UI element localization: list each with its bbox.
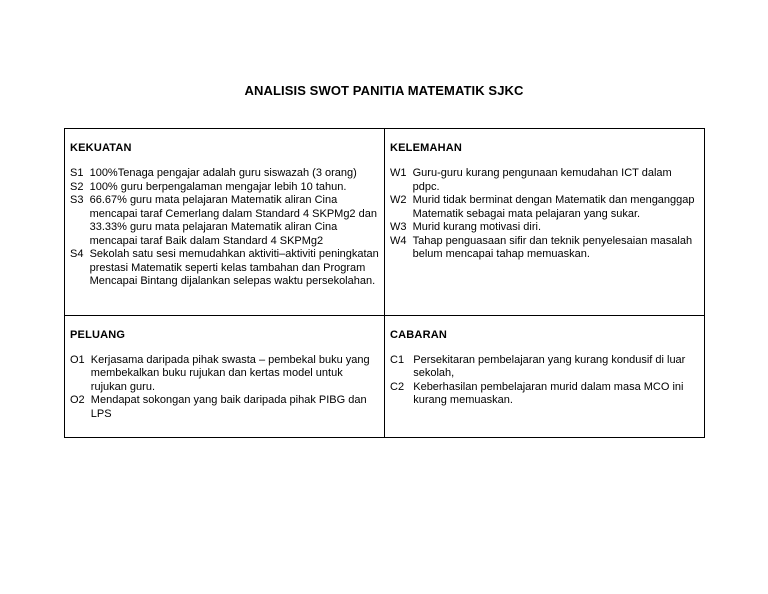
weakness-item xyxy=(390,194,700,221)
threats-cell xyxy=(385,315,705,437)
weakness-item xyxy=(390,235,700,262)
swot-table xyxy=(64,128,705,438)
opportunity-item xyxy=(70,354,380,395)
weaknesses-heading: KELEMAHAN xyxy=(390,142,463,154)
item-text: Guru-guru kurang pengunaan kemudahan ICT dalam pdpc. xyxy=(412,167,672,193)
item-code: O1 xyxy=(70,353,91,366)
item-text: Murid tidak berminat dengan Matematik dan menganggap Matematik sebagai mata pelajaran yang sukar. xyxy=(412,194,695,220)
item-code: S3 xyxy=(70,194,90,206)
threat-item xyxy=(390,381,700,408)
weakness-item xyxy=(390,167,700,194)
item-code: C1 xyxy=(390,353,414,366)
item-code: W1 xyxy=(390,167,413,179)
threats-heading: CABARAN xyxy=(390,328,448,341)
item-code: W3 xyxy=(390,221,413,233)
item-text: Sekolah satu sesi memudahkan aktiviti–aktiviti peningkatan prestasi Matematik seperti kelas tambahan dan Program Mencapai Bintang dijalankan selepas waktu persekolahan. xyxy=(89,248,379,287)
item-code: S2 xyxy=(70,180,90,193)
item-code: S4 xyxy=(70,248,90,260)
item-text: Keberhasilan pembelajaran murid dalam masa MCO ini kurang memuaskan. xyxy=(413,380,684,407)
item-text: Murid kurang motivasi diri. xyxy=(412,221,541,233)
item-text: Tahap penguasaan sifir dan teknik penyelesaian masalah belum mencapai tahap memuaskan. xyxy=(412,234,693,260)
strength-item xyxy=(70,248,380,289)
item-code: O2 xyxy=(70,394,91,407)
document-title: ANALISIS SWOT PANITIA MATEMATIK SJKC xyxy=(244,83,524,98)
item-text: Kerjasama daripada pihak swasta – pembekal buku yang membekalkan buku rujukan dan kertas model untuk rujukan guru. xyxy=(90,353,370,393)
item-code: W2 xyxy=(390,194,413,206)
item-text: 66.67% guru mata pelajaran Matematik aliran Cina mencapai taraf Cemerlang dalam Standard 4 SKPMg2 dan 33.33% guru mata pelajaran Matematik aliran Cina mencapai taraf Baik dalam Standard 4 SKPMg2 xyxy=(89,194,377,247)
weakness-item xyxy=(390,221,700,235)
opportunities-heading: PELUANG xyxy=(70,328,126,341)
strengths-heading: KEKUATAN xyxy=(70,142,132,154)
strengths-cell xyxy=(65,129,385,316)
strength-item xyxy=(70,181,380,195)
item-text: 100%Tenaga pengajar adalah guru siswazah (3 orang) xyxy=(89,167,357,179)
opportunities-cell xyxy=(65,315,385,437)
item-code: S1 xyxy=(70,167,90,179)
item-code: W4 xyxy=(390,234,413,247)
item-text: 100% guru berpengalaman mengajar lebih 10 tahun. xyxy=(89,180,347,193)
strength-item xyxy=(70,167,380,181)
swot-row-top xyxy=(65,129,705,316)
item-code: C2 xyxy=(390,380,414,393)
weaknesses-cell xyxy=(385,129,705,316)
item-text: Mendapat sokongan yang baik daripada pihak PIBG dan LPS xyxy=(90,394,367,420)
swot-row-bottom xyxy=(65,315,705,437)
strength-item xyxy=(70,194,380,248)
opportunity-item xyxy=(70,394,380,421)
item-text: Persekitaran pembelajaran yang kurang kondusif di luar sekolah, xyxy=(413,353,686,380)
threat-item xyxy=(390,354,700,381)
